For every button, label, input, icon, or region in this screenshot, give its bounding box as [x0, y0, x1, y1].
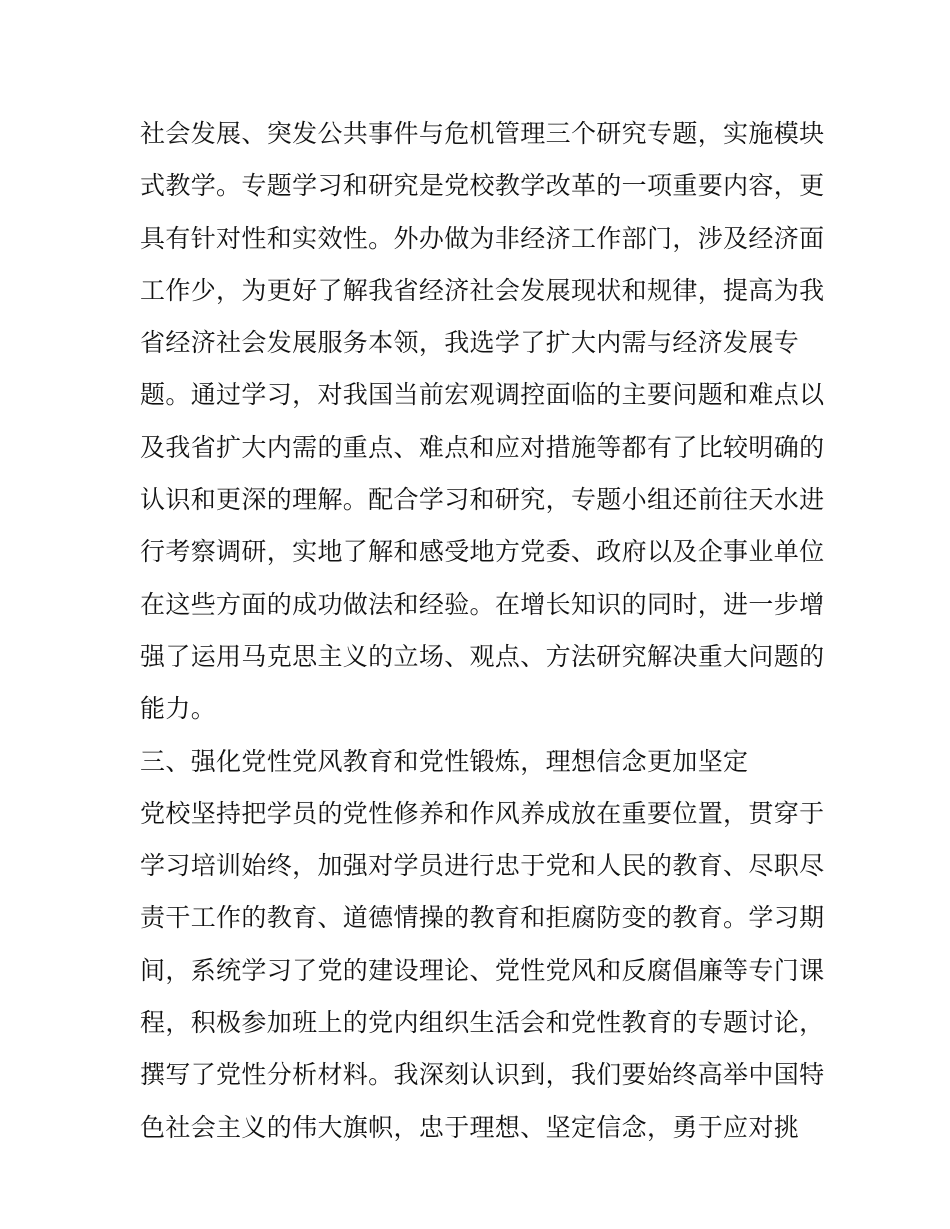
text-line: 程，积极参加班上的党内组织生活会和党性教育的专题讨论，	[140, 1008, 825, 1038]
body-text	[140, 108, 830, 1154]
text-line: 强了运用马克思主义的立场、观点、方法研究解决重大问题的	[140, 641, 825, 671]
text-line: 能力。	[140, 694, 217, 724]
text-line: 学习培训始终，加强对学员进行忠于党和人民的教育、尽职尽	[140, 851, 825, 881]
text-line: 式教学。专题学习和研究是党校教学改革的一项重要内容，更	[140, 171, 825, 201]
text-line: 社会发展、突发公共事件与危机管理三个研究专题，实施模块	[140, 119, 825, 148]
text-line: 间，系统学习了党的建设理论、党性党风和反腐倡廉等专门课	[140, 955, 825, 985]
text-line: 省经济社会发展服务本领，我选学了扩大内需与经济发展专	[140, 328, 800, 358]
text-line: 党校坚持把学员的党性修养和作风养成放在重要位置，贯穿于	[140, 798, 825, 828]
text-line: 工作少，为更好了解我省经济社会发展现状和规律，提高为我	[140, 275, 825, 305]
text-line: 在这些方面的成功做法和经验。在增长知识的同时，进一步增	[140, 589, 825, 619]
text-line: 认识和更深的理解。配合学习和研究，专题小组还前往天水进	[140, 485, 825, 515]
text-line: 及我省扩大内需的重点、难点和应对措施等都有了比较明确的	[140, 432, 825, 462]
text-line: 行考察调研，实地了解和感受地方党委、政府以及企事业单位	[140, 537, 825, 567]
text-line: 具有针对性和实效性。外办做为非经济工作部门，涉及经济面	[140, 223, 825, 253]
text-line: 撰写了党性分析材料。我深刻认识到，我们要始终高举中国特	[140, 1060, 825, 1090]
text-line: 色社会主义的伟大旗帜，忠于理想、坚定信念，勇于应对挑	[140, 1112, 800, 1142]
text-line: 题。通过学习，对我国当前宏观调控面临的主要问题和难点以	[140, 380, 825, 410]
section-heading: 三、强化党性党风教育和党性锻炼，理想信念更加坚定	[140, 746, 749, 776]
text-line: 责干工作的教育、道德情操的教育和拒腐防变的教育。学习期	[140, 903, 825, 933]
